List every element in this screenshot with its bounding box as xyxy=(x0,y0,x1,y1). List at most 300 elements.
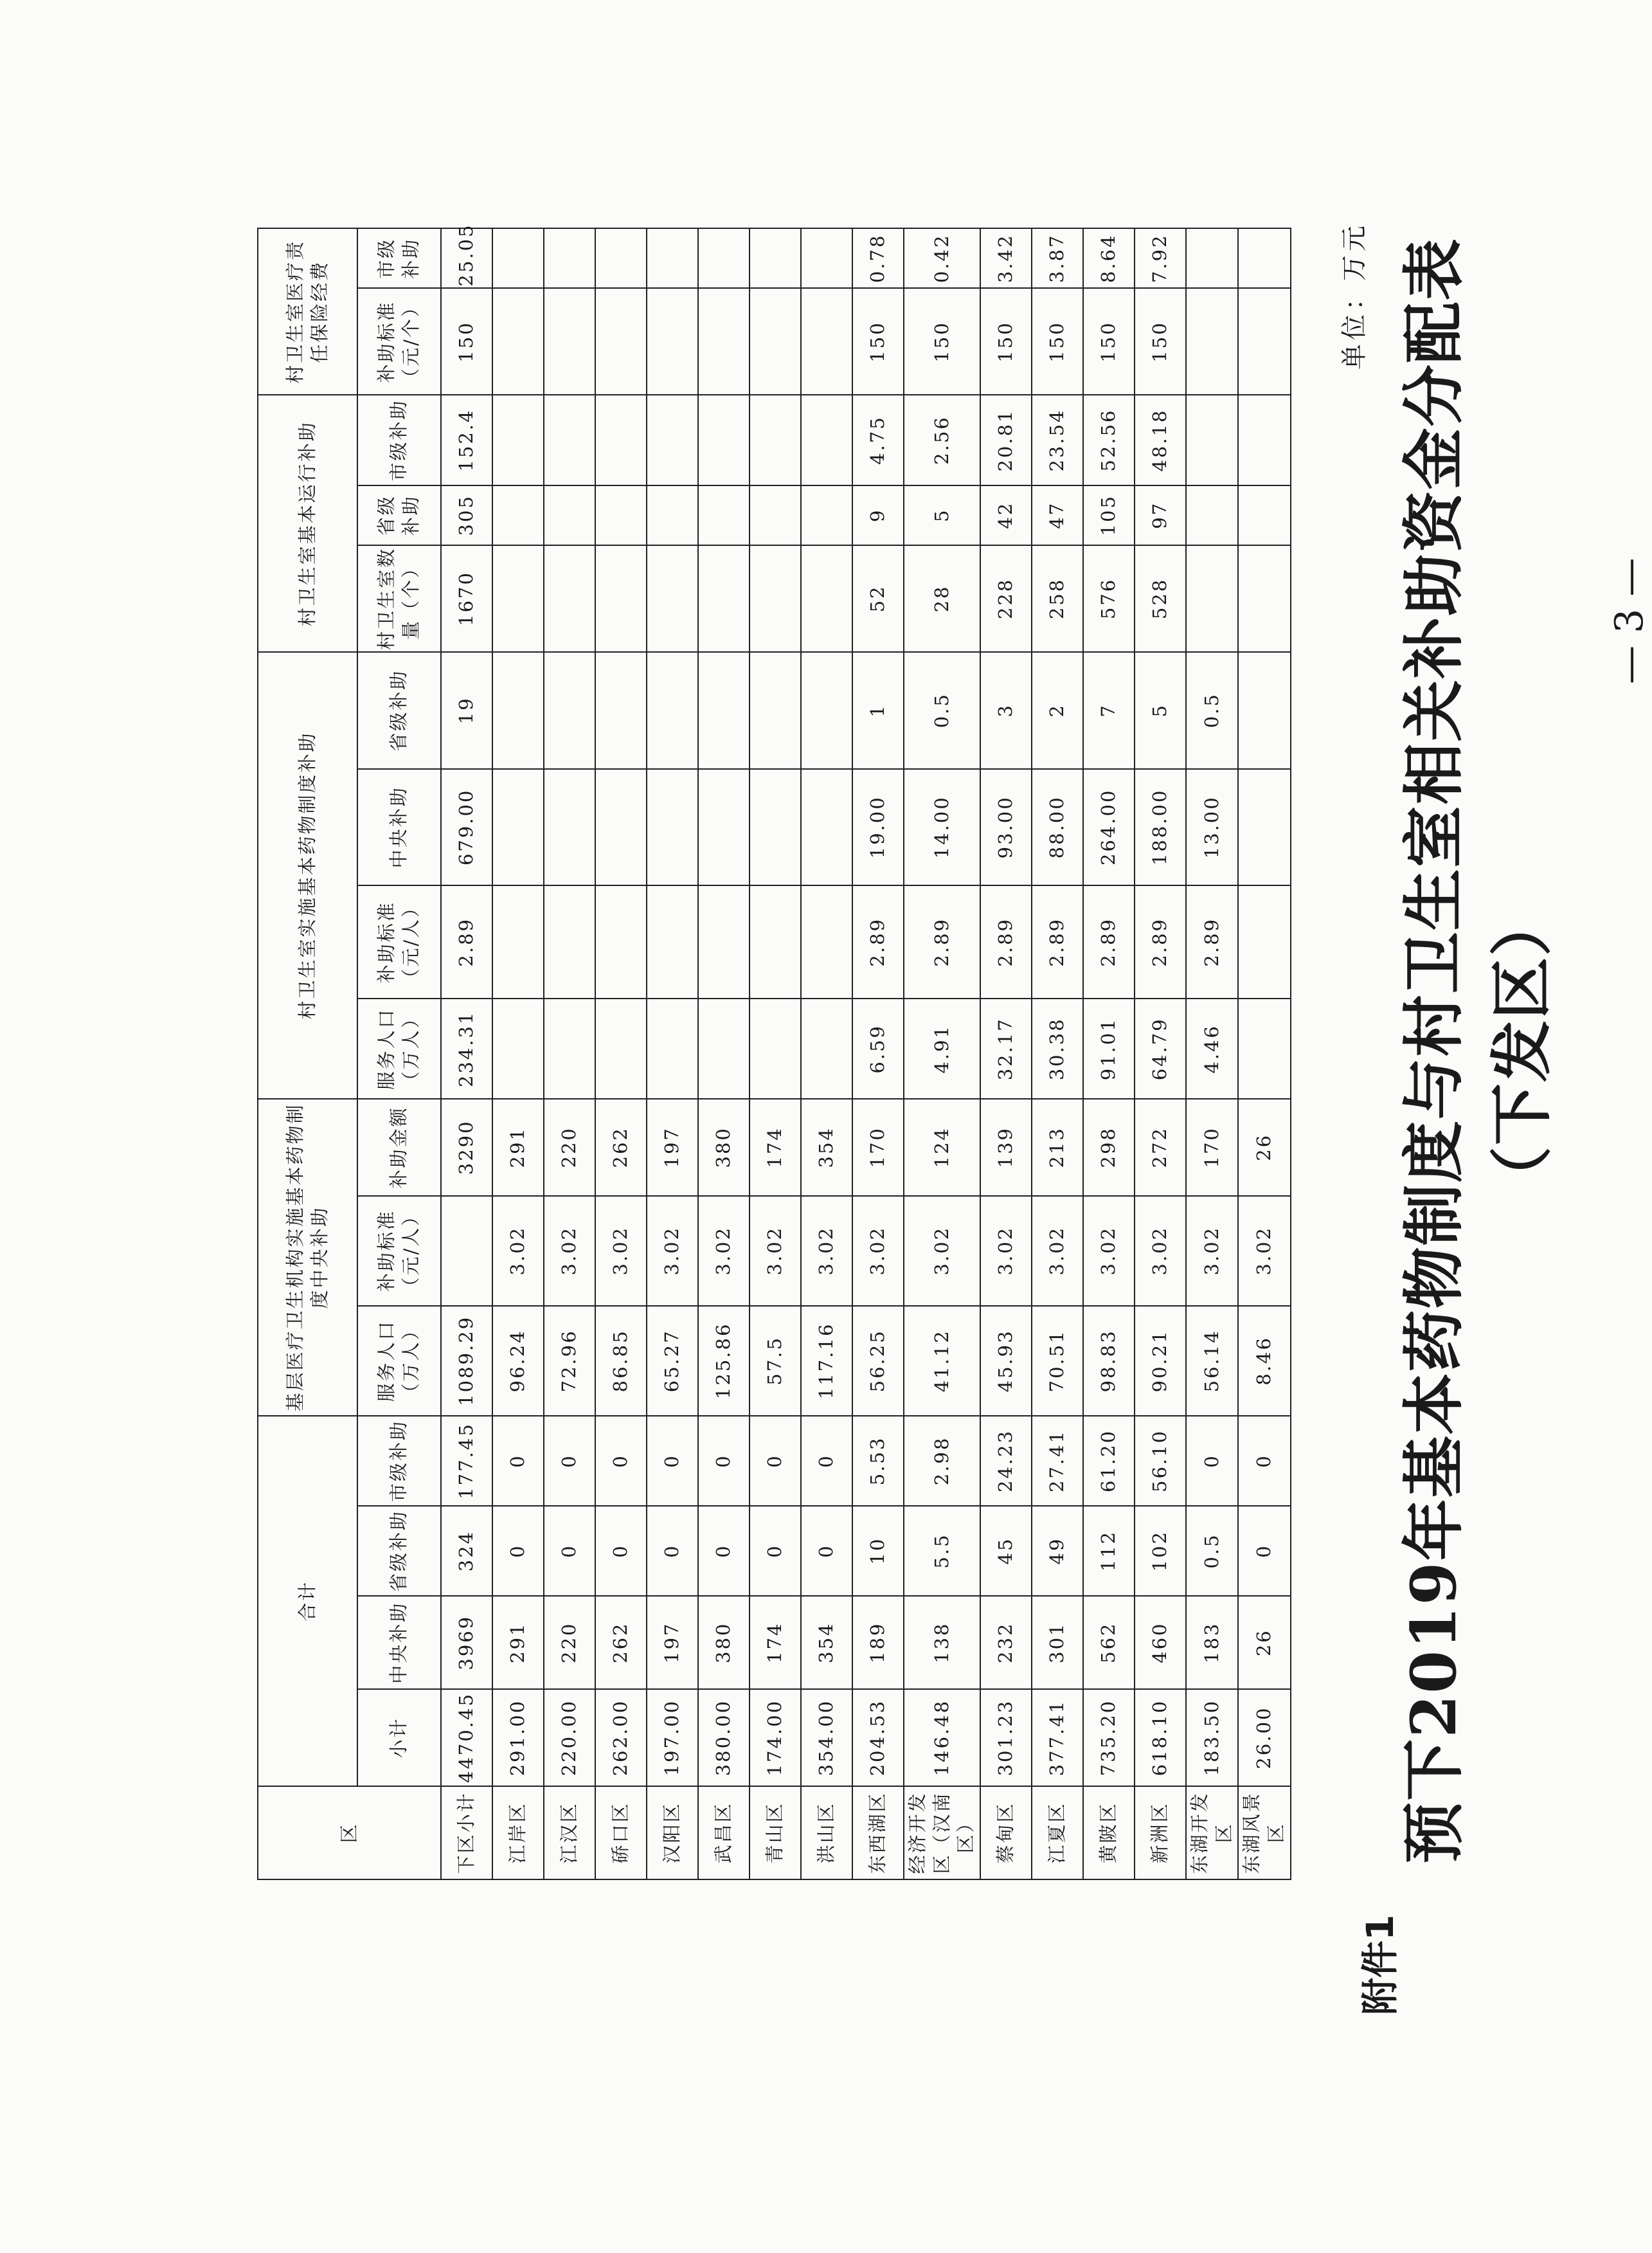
cell-r-prov: 47 xyxy=(1032,485,1083,545)
cell-count: 1670 xyxy=(441,545,492,652)
cell-ins-std xyxy=(647,289,698,395)
cell-ins-city xyxy=(595,228,647,289)
col-provincial: 省级补助 xyxy=(357,1506,441,1596)
cell-central: 174 xyxy=(750,1596,801,1689)
cell-v-pop xyxy=(595,999,647,1099)
cell-r-prov xyxy=(647,485,698,545)
cell-provincial: 0 xyxy=(544,1506,595,1596)
cell-ins-std xyxy=(544,289,595,395)
cell-region: 经济开发区（汉南区） xyxy=(904,1786,980,1879)
table-row xyxy=(750,228,801,1879)
page-title: 预下2019年基本药物制度与村卫生室相关补助资金分配表（下发区） xyxy=(1397,237,1558,1864)
cell-provincial: 0 xyxy=(1238,1506,1290,1596)
cell-std: 3.02 xyxy=(852,1196,904,1306)
header-insurance: 村卫生室医疗责任保险经费 xyxy=(258,228,357,395)
cell-subtotal: 301.23 xyxy=(980,1689,1032,1786)
cell-v-std xyxy=(750,885,801,999)
cell-ins-city xyxy=(750,228,801,289)
cell-count: 528 xyxy=(1135,545,1186,652)
cell-v-central xyxy=(698,769,750,886)
col-v-pop: 服务人口（万人） xyxy=(357,999,441,1099)
cell-v-central: 14.00 xyxy=(904,769,980,886)
table-row xyxy=(1135,228,1186,1879)
cell-ins-std: 150 xyxy=(852,289,904,395)
cell-pop: 56.25 xyxy=(852,1306,904,1416)
cell-v-central xyxy=(492,769,544,886)
cell-count xyxy=(595,545,647,652)
cell-ins-std: 150 xyxy=(1083,289,1135,395)
cell-ins-std xyxy=(1186,289,1238,395)
cell-r-city: 152.4 xyxy=(441,395,492,485)
cell-provincial: 5.5 xyxy=(904,1506,980,1596)
cell-count: 228 xyxy=(980,545,1032,652)
cell-pop: 41.12 xyxy=(904,1306,980,1416)
cell-r-city xyxy=(492,395,544,485)
cell-ins-std: 150 xyxy=(441,289,492,395)
page-number: — 3 — xyxy=(1607,557,1652,684)
cell-central: 220 xyxy=(544,1596,595,1689)
cell-region: 下区小计 xyxy=(441,1786,492,1879)
cell-ins-city: 0.78 xyxy=(852,228,904,289)
cell-city: 0 xyxy=(801,1416,852,1506)
cell-subtotal: 618.10 xyxy=(1135,1689,1186,1786)
cell-r-city: 20.81 xyxy=(980,395,1032,485)
cell-pop: 117.16 xyxy=(801,1306,852,1416)
cell-region: 东西湖区 xyxy=(852,1786,904,1879)
cell-city: 0 xyxy=(492,1416,544,1506)
cell-r-city: 2.56 xyxy=(904,395,980,485)
cell-r-prov xyxy=(1186,485,1238,545)
cell-provincial: 0 xyxy=(750,1506,801,1596)
cell-count: 576 xyxy=(1083,545,1135,652)
cell-ins-city xyxy=(544,228,595,289)
cell-city: 0 xyxy=(544,1416,595,1506)
cell-v-prov: 5 xyxy=(1135,652,1186,769)
cell-v-std xyxy=(698,885,750,999)
cell-v-prov xyxy=(595,652,647,769)
cell-std: 3.02 xyxy=(698,1196,750,1306)
cell-ins-city xyxy=(492,228,544,289)
table-row xyxy=(1186,228,1238,1879)
cell-amount: 354 xyxy=(801,1099,852,1195)
cell-v-pop xyxy=(492,999,544,1099)
cell-pop: 86.85 xyxy=(595,1306,647,1416)
cell-v-std: 2.89 xyxy=(904,885,980,999)
cell-v-std xyxy=(595,885,647,999)
cell-v-std: 2.89 xyxy=(1186,885,1238,999)
cell-std: 3.02 xyxy=(1238,1196,1290,1306)
cell-ins-std xyxy=(1238,289,1290,395)
header-village-drug: 村卫生室实施基本药物制度补助 xyxy=(258,652,357,1099)
cell-region: 洪山区 xyxy=(801,1786,852,1879)
cell-count: 52 xyxy=(852,545,904,652)
cell-r-prov xyxy=(544,485,595,545)
cell-v-pop: 4.46 xyxy=(1186,999,1238,1099)
cell-amount: 220 xyxy=(544,1099,595,1195)
cell-std: 3.02 xyxy=(595,1196,647,1306)
col-ins-std: 补助标准（元/个） xyxy=(357,289,441,395)
cell-subtotal: 174.00 xyxy=(750,1689,801,1786)
cell-v-std xyxy=(647,885,698,999)
col-v-std: 补助标准（元/人） xyxy=(357,885,441,999)
cell-pop: 1089.29 xyxy=(441,1306,492,1416)
col-v-central: 中央补助 xyxy=(357,769,441,886)
cell-count xyxy=(698,545,750,652)
cell-provincial: 102 xyxy=(1135,1506,1186,1596)
cell-r-city: 23.54 xyxy=(1032,395,1083,485)
cell-v-central: 13.00 xyxy=(1186,769,1238,886)
cell-v-prov: 19 xyxy=(441,652,492,769)
cell-city: 61.20 xyxy=(1083,1416,1135,1506)
col-subtotal: 小计 xyxy=(357,1689,441,1786)
cell-std: 3.02 xyxy=(904,1196,980,1306)
cell-v-std: 2.89 xyxy=(980,885,1032,999)
cell-ins-city: 3.42 xyxy=(980,228,1032,289)
cell-v-central: 19.00 xyxy=(852,769,904,886)
cell-r-prov: 9 xyxy=(852,485,904,545)
cell-ins-std: 150 xyxy=(1032,289,1083,395)
cell-region: 新洲区 xyxy=(1135,1786,1186,1879)
cell-r-city xyxy=(595,395,647,485)
cell-count xyxy=(544,545,595,652)
cell-central: 354 xyxy=(801,1596,852,1689)
cell-pop: 57.5 xyxy=(750,1306,801,1416)
cell-r-prov: 42 xyxy=(980,485,1032,545)
cell-central: 562 xyxy=(1083,1596,1135,1689)
cell-provincial: 45 xyxy=(980,1506,1032,1596)
cell-subtotal: 354.00 xyxy=(801,1689,852,1786)
cell-v-std xyxy=(801,885,852,999)
cell-r-prov xyxy=(801,485,852,545)
cell-ins-std xyxy=(698,289,750,395)
cell-r-city xyxy=(647,395,698,485)
cell-provincial: 0 xyxy=(492,1506,544,1596)
cell-amount: 298 xyxy=(1083,1099,1135,1195)
cell-v-std xyxy=(544,885,595,999)
col-city: 市级补助 xyxy=(357,1416,441,1506)
cell-r-prov xyxy=(750,485,801,545)
cell-region: 青山区 xyxy=(750,1786,801,1879)
cell-v-prov: 1 xyxy=(852,652,904,769)
cell-city: 2.98 xyxy=(904,1416,980,1506)
col-pop: 服务人口（万人） xyxy=(357,1306,441,1416)
cell-v-pop: 30.38 xyxy=(1032,999,1083,1099)
cell-pop: 72.96 xyxy=(544,1306,595,1416)
cell-std: 3.02 xyxy=(544,1196,595,1306)
cell-v-std: 2.89 xyxy=(441,885,492,999)
col-count: 村卫生室数量（个） xyxy=(357,545,441,652)
cell-region: 武昌区 xyxy=(698,1786,750,1879)
cell-city: 177.45 xyxy=(441,1416,492,1506)
cell-amount: 272 xyxy=(1135,1099,1186,1195)
cell-provincial: 0.5 xyxy=(1186,1506,1238,1596)
cell-r-prov xyxy=(1238,485,1290,545)
cell-r-city xyxy=(801,395,852,485)
cell-std: 3.02 xyxy=(750,1196,801,1306)
cell-ins-std: 150 xyxy=(904,289,980,395)
cell-std: 3.02 xyxy=(492,1196,544,1306)
cell-v-pop xyxy=(544,999,595,1099)
cell-city: 0 xyxy=(698,1416,750,1506)
cell-ins-city: 3.87 xyxy=(1032,228,1083,289)
cell-v-pop xyxy=(647,999,698,1099)
col-central: 中央补助 xyxy=(357,1596,441,1689)
header-village-run: 村卫生室基本运行补助 xyxy=(258,395,357,652)
cell-v-central: 88.00 xyxy=(1032,769,1083,886)
cell-region: 蔡甸区 xyxy=(980,1786,1032,1879)
cell-v-central xyxy=(544,769,595,886)
cell-pop: 65.27 xyxy=(647,1306,698,1416)
cell-city: 0 xyxy=(1238,1416,1290,1506)
cell-ins-city xyxy=(801,228,852,289)
cell-v-prov xyxy=(1238,652,1290,769)
cell-subtotal: 204.53 xyxy=(852,1689,904,1786)
cell-v-std: 2.89 xyxy=(1083,885,1135,999)
cell-std: 3.02 xyxy=(980,1196,1032,1306)
cell-provincial: 324 xyxy=(441,1506,492,1596)
col-std: 补助标准（元/人） xyxy=(357,1196,441,1306)
table-row xyxy=(801,228,852,1879)
cell-pop: 56.14 xyxy=(1186,1306,1238,1416)
cell-r-city: 4.75 xyxy=(852,395,904,485)
cell-r-city xyxy=(698,395,750,485)
col-amount: 补助金额 xyxy=(357,1099,441,1195)
cell-pop: 90.21 xyxy=(1135,1306,1186,1416)
col-ins-city: 市级补助 xyxy=(357,228,441,289)
cell-subtotal: 26.00 xyxy=(1238,1689,1290,1786)
cell-amount: 291 xyxy=(492,1099,544,1195)
cell-r-city: 52.56 xyxy=(1083,395,1135,485)
cell-subtotal: 146.48 xyxy=(904,1689,980,1786)
cell-v-central xyxy=(801,769,852,886)
cell-central: 380 xyxy=(698,1596,750,1689)
table-row xyxy=(904,228,980,1879)
cell-subtotal: 183.50 xyxy=(1186,1689,1238,1786)
cell-ins-city: 0.42 xyxy=(904,228,980,289)
cell-v-std: 2.89 xyxy=(1135,885,1186,999)
cell-region: 黄陂区 xyxy=(1083,1786,1135,1879)
cell-ins-std xyxy=(595,289,647,395)
cell-city: 24.23 xyxy=(980,1416,1032,1506)
cell-v-pop: 91.01 xyxy=(1083,999,1135,1099)
cell-v-std xyxy=(492,885,544,999)
cell-provincial: 0 xyxy=(801,1506,852,1596)
cell-pop: 125.86 xyxy=(698,1306,750,1416)
cell-central: 291 xyxy=(492,1596,544,1689)
cell-v-prov: 0.5 xyxy=(1186,652,1238,769)
cell-v-prov: 3 xyxy=(980,652,1032,769)
cell-central: 197 xyxy=(647,1596,698,1689)
cell-central: 3969 xyxy=(441,1596,492,1689)
cell-city: 56.10 xyxy=(1135,1416,1186,1506)
table-row xyxy=(492,228,544,1879)
cell-std: 3.02 xyxy=(1083,1196,1135,1306)
cell-city: 0 xyxy=(595,1416,647,1506)
cell-amount: 124 xyxy=(904,1099,980,1195)
cell-count xyxy=(801,545,852,652)
header-primary: 基层医疗卫生机构实施基本药物制度中央补助 xyxy=(258,1099,357,1416)
cell-count: 258 xyxy=(1032,545,1083,652)
table-row xyxy=(595,228,647,1879)
cell-r-prov: 105 xyxy=(1083,485,1135,545)
cell-v-central: 264.00 xyxy=(1083,769,1135,886)
cell-central: 26 xyxy=(1238,1596,1290,1689)
cell-r-prov xyxy=(492,485,544,545)
cell-r-city: 48.18 xyxy=(1135,395,1186,485)
cell-v-pop: 234.31 xyxy=(441,999,492,1099)
attachment-label: 附件1 xyxy=(1358,1914,1402,2015)
cell-ins-std xyxy=(750,289,801,395)
cell-v-prov xyxy=(801,652,852,769)
cell-ins-city xyxy=(1238,228,1290,289)
cell-region: 江岸区 xyxy=(492,1786,544,1879)
cell-provincial: 49 xyxy=(1032,1506,1083,1596)
cell-v-std xyxy=(1238,885,1290,999)
cell-v-central xyxy=(750,769,801,886)
cell-v-prov xyxy=(698,652,750,769)
cell-v-pop xyxy=(801,999,852,1099)
cell-v-central xyxy=(647,769,698,886)
cell-central: 301 xyxy=(1032,1596,1083,1689)
cell-r-city xyxy=(1238,395,1290,485)
cell-amount: 262 xyxy=(595,1099,647,1195)
cell-count xyxy=(492,545,544,652)
cell-count xyxy=(1186,545,1238,652)
cell-subtotal: 377.41 xyxy=(1032,1689,1083,1786)
cell-subtotal: 291.00 xyxy=(492,1689,544,1786)
cell-central: 262 xyxy=(595,1596,647,1689)
cell-count xyxy=(750,545,801,652)
cell-pop: 98.83 xyxy=(1083,1306,1135,1416)
cell-amount: 213 xyxy=(1032,1099,1083,1195)
cell-provincial: 112 xyxy=(1083,1506,1135,1596)
cell-city: 27.41 xyxy=(1032,1416,1083,1506)
unit-label: 单位：万元 xyxy=(1340,222,1369,370)
cell-provincial: 0 xyxy=(698,1506,750,1596)
cell-city: 0 xyxy=(1186,1416,1238,1506)
cell-std: 3.02 xyxy=(647,1196,698,1306)
cell-v-central: 188.00 xyxy=(1135,769,1186,886)
cell-ins-city: 8.64 xyxy=(1083,228,1135,289)
cell-r-city xyxy=(544,395,595,485)
cell-count xyxy=(647,545,698,652)
header-total: 合计 xyxy=(258,1416,357,1786)
cell-std xyxy=(441,1196,492,1306)
cell-v-pop: 4.91 xyxy=(904,999,980,1099)
cell-central: 138 xyxy=(904,1596,980,1689)
cell-v-pop: 64.79 xyxy=(1135,999,1186,1099)
cell-v-central xyxy=(1238,769,1290,886)
table-row xyxy=(1032,228,1083,1879)
allocation-table xyxy=(257,223,1291,1880)
cell-ins-std xyxy=(492,289,544,395)
table-row xyxy=(852,228,904,1879)
cell-v-prov: 0.5 xyxy=(904,652,980,769)
cell-v-std: 2.89 xyxy=(852,885,904,999)
cell-amount: 170 xyxy=(852,1099,904,1195)
cell-v-prov xyxy=(647,652,698,769)
cell-amount: 3290 xyxy=(441,1099,492,1195)
cell-v-pop xyxy=(750,999,801,1099)
cell-v-central: 679.00 xyxy=(441,769,492,886)
cell-amount: 174 xyxy=(750,1099,801,1195)
cell-subtotal: 262.00 xyxy=(595,1689,647,1786)
cell-region: 东湖风景区 xyxy=(1238,1786,1290,1879)
cell-count xyxy=(1238,545,1290,652)
cell-region: 江夏区 xyxy=(1032,1786,1083,1879)
cell-region: 江汉区 xyxy=(544,1786,595,1879)
cell-pop: 96.24 xyxy=(492,1306,544,1416)
cell-city: 0 xyxy=(750,1416,801,1506)
cell-subtotal: 220.00 xyxy=(544,1689,595,1786)
cell-v-prov xyxy=(750,652,801,769)
cell-r-prov: 305 xyxy=(441,485,492,545)
cell-central: 183 xyxy=(1186,1596,1238,1689)
cell-central: 232 xyxy=(980,1596,1032,1689)
table-row xyxy=(980,228,1032,1879)
cell-subtotal: 197.00 xyxy=(647,1689,698,1786)
cell-count: 28 xyxy=(904,545,980,652)
table-row xyxy=(441,228,492,1879)
cell-ins-std: 150 xyxy=(1135,289,1186,395)
cell-v-prov: 7 xyxy=(1083,652,1135,769)
cell-subtotal: 735.20 xyxy=(1083,1689,1135,1786)
cell-central: 189 xyxy=(852,1596,904,1689)
cell-ins-city: 25.05 xyxy=(441,228,492,289)
table-row xyxy=(1238,228,1290,1879)
cell-std: 3.02 xyxy=(1186,1196,1238,1306)
cell-city: 5.53 xyxy=(852,1416,904,1506)
cell-provincial: 0 xyxy=(647,1506,698,1596)
cell-r-city xyxy=(750,395,801,485)
cell-r-prov: 5 xyxy=(904,485,980,545)
cell-pop: 45.93 xyxy=(980,1306,1032,1416)
table-row xyxy=(647,228,698,1879)
cell-region: 东湖开发区 xyxy=(1186,1786,1238,1879)
cell-subtotal: 380.00 xyxy=(698,1689,750,1786)
table-row xyxy=(698,228,750,1879)
cell-r-city xyxy=(1186,395,1238,485)
cell-v-prov xyxy=(492,652,544,769)
cell-pop: 8.46 xyxy=(1238,1306,1290,1416)
cell-city: 0 xyxy=(647,1416,698,1506)
table-row xyxy=(1083,228,1135,1879)
cell-region: 汉阳区 xyxy=(647,1786,698,1879)
cell-v-pop: 6.59 xyxy=(852,999,904,1099)
cell-amount: 380 xyxy=(698,1099,750,1195)
cell-central: 460 xyxy=(1135,1596,1186,1689)
cell-amount: 197 xyxy=(647,1099,698,1195)
cell-r-prov: 97 xyxy=(1135,485,1186,545)
cell-ins-std xyxy=(801,289,852,395)
col-r-city: 市级补助 xyxy=(357,395,441,485)
cell-subtotal: 4470.45 xyxy=(441,1689,492,1786)
cell-ins-city xyxy=(698,228,750,289)
cell-v-central xyxy=(595,769,647,886)
cell-ins-std: 150 xyxy=(980,289,1032,395)
header-region: 区 xyxy=(258,1786,441,1879)
col-v-prov: 省级补助 xyxy=(357,652,441,769)
cell-ins-city: 7.92 xyxy=(1135,228,1186,289)
cell-ins-city xyxy=(647,228,698,289)
table-row xyxy=(544,228,595,1879)
cell-v-prov xyxy=(544,652,595,769)
cell-std: 3.02 xyxy=(801,1196,852,1306)
cell-ins-city xyxy=(1186,228,1238,289)
cell-v-std: 2.89 xyxy=(1032,885,1083,999)
cell-r-prov xyxy=(698,485,750,545)
cell-provincial: 0 xyxy=(595,1506,647,1596)
